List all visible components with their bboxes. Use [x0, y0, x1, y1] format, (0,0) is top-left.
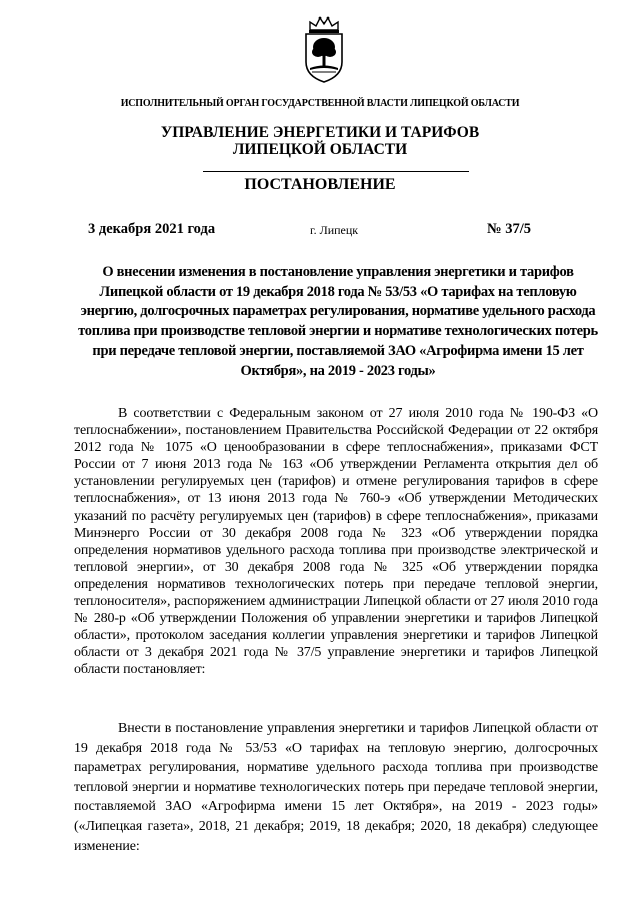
department-line-1: УПРАВЛЕНИЕ ЭНЕРГЕТИКИ И ТАРИФОВ [160, 124, 480, 141]
body-paragraph-1: В соответствии с Федеральным законом от 27 июля 2010 года № 190-ФЗ «О теплоснабжении», постановлением Правительства Российской Федерации от 22 октября 2012 года № 1075 «О ценообразовании в сфере теплоснабжения», приказами ФСТ России от 7 июня 2013 года № 163 «Об утверждении Регламента открытия дел об установлении регулируемых цен (тарифов) и отмене регулирования тарифов в сфере теплоснабжения», от 13 июня 2013 года № 760-э «Об утверждении Методических указаний по расчёту регулируемых цен (тарифов) в сфере теплоснабжения», приказами Минэнерго России от 30 декабря 2008 года № 323 «Об утверждении порядка определения нормативов удельного расхода топлива при производстве электрической и тепловой энергии», от 30 декабря 2008 года № 325 «Об утверждении порядка определения нормативов технологических потерь при передаче тепловой энергии, теплоносителя», распоряжением администрации Липецкой области от 27 июля 2010 года № 280-р «Об утверждении Положения об управлении энергетики и тарифов Липецкой области», протоколом заседания коллегии управления энергетики и тарифов Липецкой области от 3 декабря 2021 года № 37/5 управление энергетики и тарифов Липецкой области постановляет: [74, 406, 598, 678]
department-name [0, 124, 640, 158]
document-city: г. Липецк [310, 223, 359, 237]
document-number: № 37/5 [487, 221, 531, 237]
document-type: ПОСТАНОВЛЕНИЕ [244, 176, 396, 193]
body-paragraph-2: Внести в постановление управления энергетики и тарифов Липецкой области от 19 декабря 2018 года № 53/53 «О тарифах на тепловую энергию, долгосрочных параметрах регулирования, нормативе удельного расхода топлива при производстве тепловой энергии и нормативе технологических потерь при передаче тепловой энергии, поставляемой ЗАО «Агрофирма имени 15 лет Октября», на 2019 - 2023 годы» («Липецкая газета», 2018, 21 декабря; 2019, 18 декабря; 2020, 18 декабря) следующее изменение: [74, 721, 598, 854]
organization-name: ИСПОЛНИТЕЛЬНЫЙ ОРГАН ГОСУДАРСТВЕННОЙ ВЛАСТИ ЛИПЕЦКОЙ ОБЛАСТИ [120, 98, 520, 109]
header-divider [203, 171, 469, 172]
document-date: 3 декабря 2021 года [88, 221, 216, 237]
document-title: О внесении изменения в постановление управления энергетики и тарифов Липецкой области от 19 декабря 2018 года № 53/53 «О тарифах на тепловую энергию, долгосрочных параметрах регулирования, нормативе удельного расхода топлива при производстве тепловой энергии и нормативе технологических потерь при передаче тепловой энергии, поставляемой ЗАО «Агрофирма имени 15 лет Октября», на 2019 - 2023 годы» [78, 264, 598, 379]
department-line-2: ЛИПЕЦКОЙ ОБЛАСТИ [232, 141, 408, 158]
lipetsk-oblast-coat-of-arms-icon [298, 14, 350, 84]
